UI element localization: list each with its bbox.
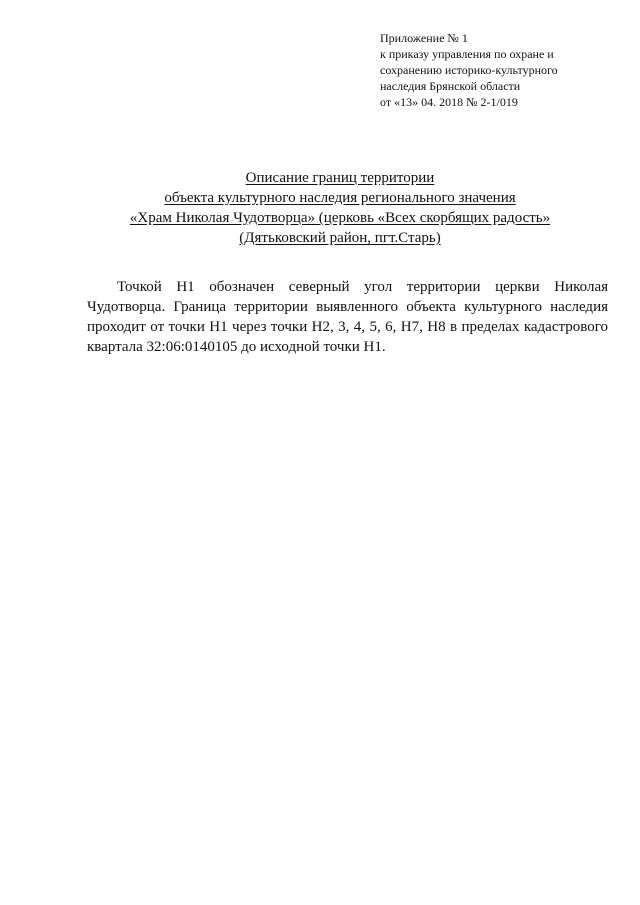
title-line: объекта культурного наследия регионального значения [164,190,516,206]
appendix-header [380,30,620,110]
title-line: Описание границ территории [245,170,435,186]
document-title [60,168,620,248]
appendix-order-date: от «13» 04. 2018 № 2-1/019 [380,95,518,109]
boundary-description-paragraph: Точкой Н1 обозначен северный угол территории церкви Николая Чудотворца. Граница территории выявленного объекта культурного наследия проходит от точки Н1 через точки Н2, 3, 4, 5, 6, Н7, Н8 в пределах кадастрового квартала 32:06:0140105 до исходной точки Н1. [87,279,608,355]
appendix-number: Приложение № 1 [380,31,468,45]
appendix-order-line: наследия Брянской области [380,79,521,93]
appendix-order-line: сохранению историко-культурного [380,63,558,77]
title-line: (Дятьковский район, пгт.Старь) [239,230,441,246]
title-line: «Храм Николая Чудотворца» (церковь «Всех скорбящих радость» [129,210,551,226]
appendix-order-line: к приказу управления по охране и [380,47,554,61]
